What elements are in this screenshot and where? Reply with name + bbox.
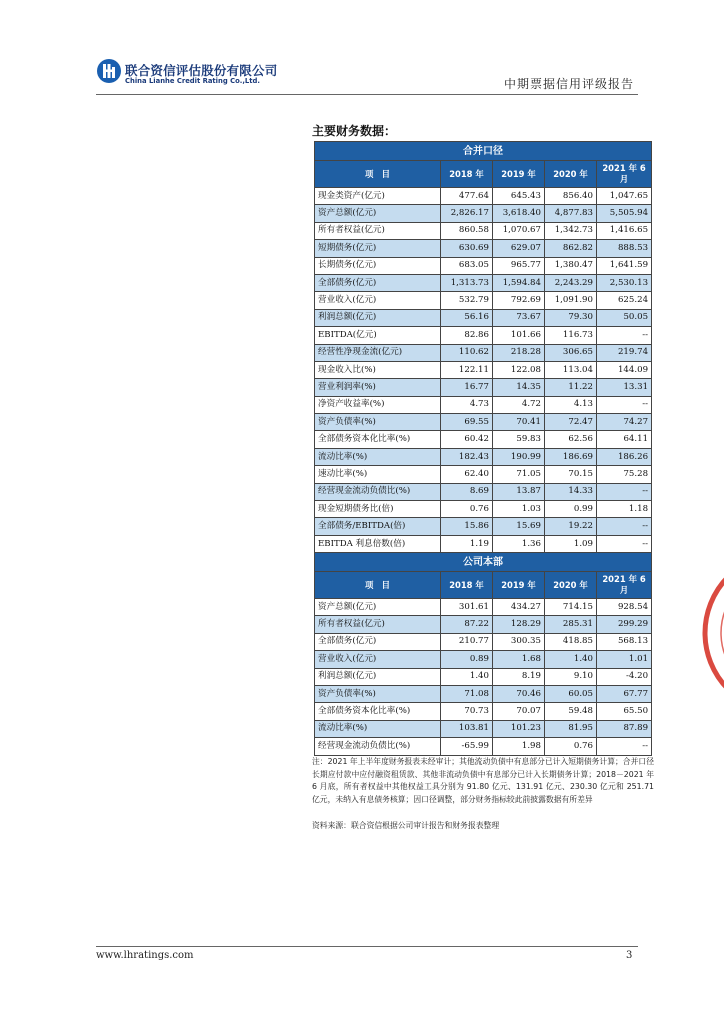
row-label: 全部债务(亿元) (315, 274, 441, 291)
row-label: 经营现金流动负债比(%) (315, 483, 441, 500)
column-header: 2021 年 6月 (597, 572, 652, 599)
row-label: EBITDA 利息倍数(倍) (315, 535, 441, 552)
cell-value: 1,070.67 (493, 222, 545, 239)
page-header (96, 58, 638, 95)
cell-value: 3,618.40 (493, 205, 545, 222)
column-header: 2018 年 (441, 572, 493, 599)
cell-value: 70.73 (441, 703, 493, 720)
table-row (315, 292, 652, 309)
table-row (315, 685, 652, 702)
cell-value: 14.33 (545, 483, 597, 500)
cell-value: 856.40 (545, 188, 597, 205)
company-name-cn: 联合资信评估股份有限公司 (125, 63, 278, 78)
cell-value: 71.05 (493, 466, 545, 483)
cell-value: 218.28 (493, 344, 545, 361)
row-label: 全部债务资本化比率(%) (315, 431, 441, 448)
table-row (315, 651, 652, 668)
cell-value: 75.28 (597, 466, 652, 483)
row-label: 资产总额(亿元) (315, 599, 441, 616)
cell-value: 82.86 (441, 327, 493, 344)
row-label: 速动比率(%) (315, 466, 441, 483)
cell-value: 1.40 (545, 651, 597, 668)
cell-value: 1,641.59 (597, 257, 652, 274)
cell-value: 928.54 (597, 599, 652, 616)
row-label: 短期债务(亿元) (315, 240, 441, 257)
table-row (315, 188, 652, 205)
cell-value: -65.99 (441, 738, 493, 755)
row-label: 营业收入(亿元) (315, 651, 441, 668)
cell-value: 70.15 (545, 466, 597, 483)
cell-value: 103.81 (441, 720, 493, 737)
cell-value: 72.47 (545, 414, 597, 431)
table-row (315, 599, 652, 616)
column-header: 2020 年 (545, 572, 597, 599)
cell-value: 128.29 (493, 616, 545, 633)
cell-value: 1.19 (441, 535, 493, 552)
cell-value: 65.50 (597, 703, 652, 720)
cell-value: 79.30 (545, 309, 597, 326)
row-label: EBITDA(亿元) (315, 327, 441, 344)
cell-value: 2,243.29 (545, 274, 597, 291)
table-row (315, 240, 652, 257)
row-label: 营业利润率(%) (315, 379, 441, 396)
column-header: 项 目 (315, 161, 441, 188)
cell-value: 683.05 (441, 257, 493, 274)
cell-value: 860.58 (441, 222, 493, 239)
row-label: 流动比率(%) (315, 448, 441, 465)
cell-value: 418.85 (545, 633, 597, 650)
table-row (315, 274, 652, 291)
cell-value: 301.61 (441, 599, 493, 616)
table-row (315, 483, 652, 500)
cell-value: -- (597, 327, 652, 344)
cell-value: 186.69 (545, 448, 597, 465)
row-label: 净资产收益率(%) (315, 396, 441, 413)
cell-value: 1.36 (493, 535, 545, 552)
table-row (315, 448, 652, 465)
table-row (315, 222, 652, 239)
cell-value: 15.69 (493, 518, 545, 535)
cell-value: 2,826.17 (441, 205, 493, 222)
cell-value: 64.11 (597, 431, 652, 448)
company-seal-stamp (700, 548, 724, 718)
cell-value: 1.68 (493, 651, 545, 668)
cell-value: 1,416.65 (597, 222, 652, 239)
cell-value: 13.87 (493, 483, 545, 500)
table-note: 注：2021 年上半年度财务报表未经审计；其他流动负债中有息部分已计入短期债务计算；合并口径长期应付款中应付融资租赁款、其他非流动负债中有息部分已计入长期债务计算；2018－2021 年 6 月底，所有者权益中其他权益工具分别为 91.80 亿元、131.91 亿元、230.30 亿元和 251.71 亿元，未纳入有息债务核算；因口径调整，部分财务指标较此前披露数据有所差异 (312, 757, 654, 804)
row-label: 所有者权益(亿元) (315, 616, 441, 633)
row-label: 长期债务(亿元) (315, 257, 441, 274)
cell-value: 0.89 (441, 651, 493, 668)
table-row (315, 414, 652, 431)
footer-divider (96, 946, 638, 947)
cell-value: 101.23 (493, 720, 545, 737)
column-header: 2019 年 (493, 572, 545, 599)
cell-value: 59.83 (493, 431, 545, 448)
document-title: 中期票据信用评级报告 (503, 77, 634, 91)
cell-value: -- (597, 396, 652, 413)
cell-value: 1,047.65 (597, 188, 652, 205)
row-label: 全部债务/EBITDA(倍) (315, 518, 441, 535)
cell-value: 14.35 (493, 379, 545, 396)
table-row (315, 668, 652, 685)
cell-value: 219.74 (597, 344, 652, 361)
cell-value: 1,594.84 (493, 274, 545, 291)
row-label: 资产负债率(%) (315, 414, 441, 431)
cell-value: 434.27 (493, 599, 545, 616)
cell-value: 5,505.94 (597, 205, 652, 222)
cell-value: 50.05 (597, 309, 652, 326)
cell-value: 0.76 (441, 501, 493, 518)
cell-value: 285.31 (545, 616, 597, 633)
cell-value: 116.73 (545, 327, 597, 344)
column-header: 2021 年 6月 (597, 161, 652, 188)
cell-value: 8.19 (493, 668, 545, 685)
cell-value: 15.86 (441, 518, 493, 535)
row-label: 现金短期债务比(倍) (315, 501, 441, 518)
cell-value: 67.77 (597, 685, 652, 702)
cell-value: 1.03 (493, 501, 545, 518)
cell-value: 477.64 (441, 188, 493, 205)
cell-value: -- (597, 483, 652, 500)
row-label: 经营现金流动负债比(%) (315, 738, 441, 755)
company-name-en: China Lianhe Credit Rating Co.,Ltd. (125, 77, 260, 85)
cell-value: 1,313.73 (441, 274, 493, 291)
cell-value: 73.67 (493, 309, 545, 326)
row-label: 流动比率(%) (315, 720, 441, 737)
page-number: 3 (626, 950, 633, 961)
cell-value: 4,877.83 (545, 205, 597, 222)
cell-value: 965.77 (493, 257, 545, 274)
cell-value: 11.22 (545, 379, 597, 396)
cell-value: 630.69 (441, 240, 493, 257)
cell-value: 1.18 (597, 501, 652, 518)
table-row (315, 361, 652, 378)
table-row (315, 535, 652, 552)
column-header: 项 目 (315, 572, 441, 599)
table-row (315, 466, 652, 483)
cell-value: 4.73 (441, 396, 493, 413)
row-label: 利润总额(亿元) (315, 668, 441, 685)
table-row (315, 518, 652, 535)
footer-website: www.lhratings.com (96, 950, 194, 961)
row-label: 所有者权益(亿元) (315, 222, 441, 239)
row-label: 营业收入(亿元) (315, 292, 441, 309)
cell-value: 714.15 (545, 599, 597, 616)
cell-value: 792.69 (493, 292, 545, 309)
cell-value: 568.13 (597, 633, 652, 650)
table-row (315, 309, 652, 326)
cell-value: 19.22 (545, 518, 597, 535)
row-label: 全部债务资本化比率(%) (315, 703, 441, 720)
cell-value: 144.09 (597, 361, 652, 378)
table-band-title: 合并口径 (315, 142, 652, 161)
table-row (315, 633, 652, 650)
cell-value: 888.53 (597, 240, 652, 257)
cell-value: 87.89 (597, 720, 652, 737)
cell-value: 60.42 (441, 431, 493, 448)
cell-value: 69.55 (441, 414, 493, 431)
cell-value: 182.43 (441, 448, 493, 465)
cell-value: 13.31 (597, 379, 652, 396)
cell-value: 8.69 (441, 483, 493, 500)
cell-value: 1.09 (545, 535, 597, 552)
cell-value: 4.13 (545, 396, 597, 413)
column-header: 2018 年 (441, 161, 493, 188)
cell-value: 62.40 (441, 466, 493, 483)
section-title: 主要财务数据： (312, 124, 397, 138)
row-label: 资产总额(亿元) (315, 205, 441, 222)
cell-value: 70.07 (493, 703, 545, 720)
cell-value: 532.79 (441, 292, 493, 309)
cell-value: 306.65 (545, 344, 597, 361)
table-row (315, 327, 652, 344)
cell-value: 59.48 (545, 703, 597, 720)
cell-value: 210.77 (441, 633, 493, 650)
table-band-title: 公司本部 (315, 553, 652, 572)
row-label: 经营性净现金流(亿元) (315, 344, 441, 361)
cell-value: 122.08 (493, 361, 545, 378)
consolidated-financial-table (314, 141, 652, 553)
company-logo-icon (96, 58, 122, 84)
cell-value: 625.24 (597, 292, 652, 309)
row-label: 现金类资产(亿元) (315, 188, 441, 205)
cell-value: 81.95 (545, 720, 597, 737)
cell-value: 0.99 (545, 501, 597, 518)
cell-value: 87.22 (441, 616, 493, 633)
cell-value: 1.40 (441, 668, 493, 685)
cell-value: 9.10 (545, 668, 597, 685)
table-row (315, 720, 652, 737)
cell-value: 1.01 (597, 651, 652, 668)
table-row (315, 379, 652, 396)
cell-value: 71.08 (441, 685, 493, 702)
cell-value: -- (597, 518, 652, 535)
cell-value: 299.29 (597, 616, 652, 633)
cell-value: 0.76 (545, 738, 597, 755)
column-header: 2019 年 (493, 161, 545, 188)
cell-value: 101.66 (493, 327, 545, 344)
cell-value: 122.11 (441, 361, 493, 378)
cell-value: 74.27 (597, 414, 652, 431)
cell-value: -- (597, 535, 652, 552)
cell-value: 629.07 (493, 240, 545, 257)
table-row (315, 431, 652, 448)
cell-value: 60.05 (545, 685, 597, 702)
table-row (315, 738, 652, 755)
cell-value: 62.56 (545, 431, 597, 448)
table-row (315, 501, 652, 518)
cell-value: -- (597, 738, 652, 755)
cell-value: 1,342.73 (545, 222, 597, 239)
cell-value: 190.99 (493, 448, 545, 465)
table-row (315, 344, 652, 361)
cell-value: 862.82 (545, 240, 597, 257)
cell-value: 1,091.90 (545, 292, 597, 309)
cell-value: 186.26 (597, 448, 652, 465)
cell-value: 4.72 (493, 396, 545, 413)
table-row (315, 703, 652, 720)
cell-value: 2,530.13 (597, 274, 652, 291)
cell-value: 1,380.47 (545, 257, 597, 274)
table-row (315, 205, 652, 222)
cell-value: 56.16 (441, 309, 493, 326)
table-row (315, 257, 652, 274)
cell-value: 645.43 (493, 188, 545, 205)
cell-value: 110.62 (441, 344, 493, 361)
parent-company-financial-table (314, 552, 652, 756)
cell-value: 16.77 (441, 379, 493, 396)
row-label: 利润总额(亿元) (315, 309, 441, 326)
column-header: 2020 年 (545, 161, 597, 188)
cell-value: -4.20 (597, 668, 652, 685)
row-label: 全部债务(亿元) (315, 633, 441, 650)
cell-value: 300.35 (493, 633, 545, 650)
cell-value: 113.04 (545, 361, 597, 378)
cell-value: 70.41 (493, 414, 545, 431)
table-row (315, 396, 652, 413)
table-row (315, 616, 652, 633)
row-label: 资产负债率(%) (315, 685, 441, 702)
cell-value: 70.46 (493, 685, 545, 702)
cell-value: 1.98 (493, 738, 545, 755)
row-label: 现金收入比(%) (315, 361, 441, 378)
data-source: 资料来源：联合资信根据公司审计报告和财务报表整理 (312, 821, 500, 830)
